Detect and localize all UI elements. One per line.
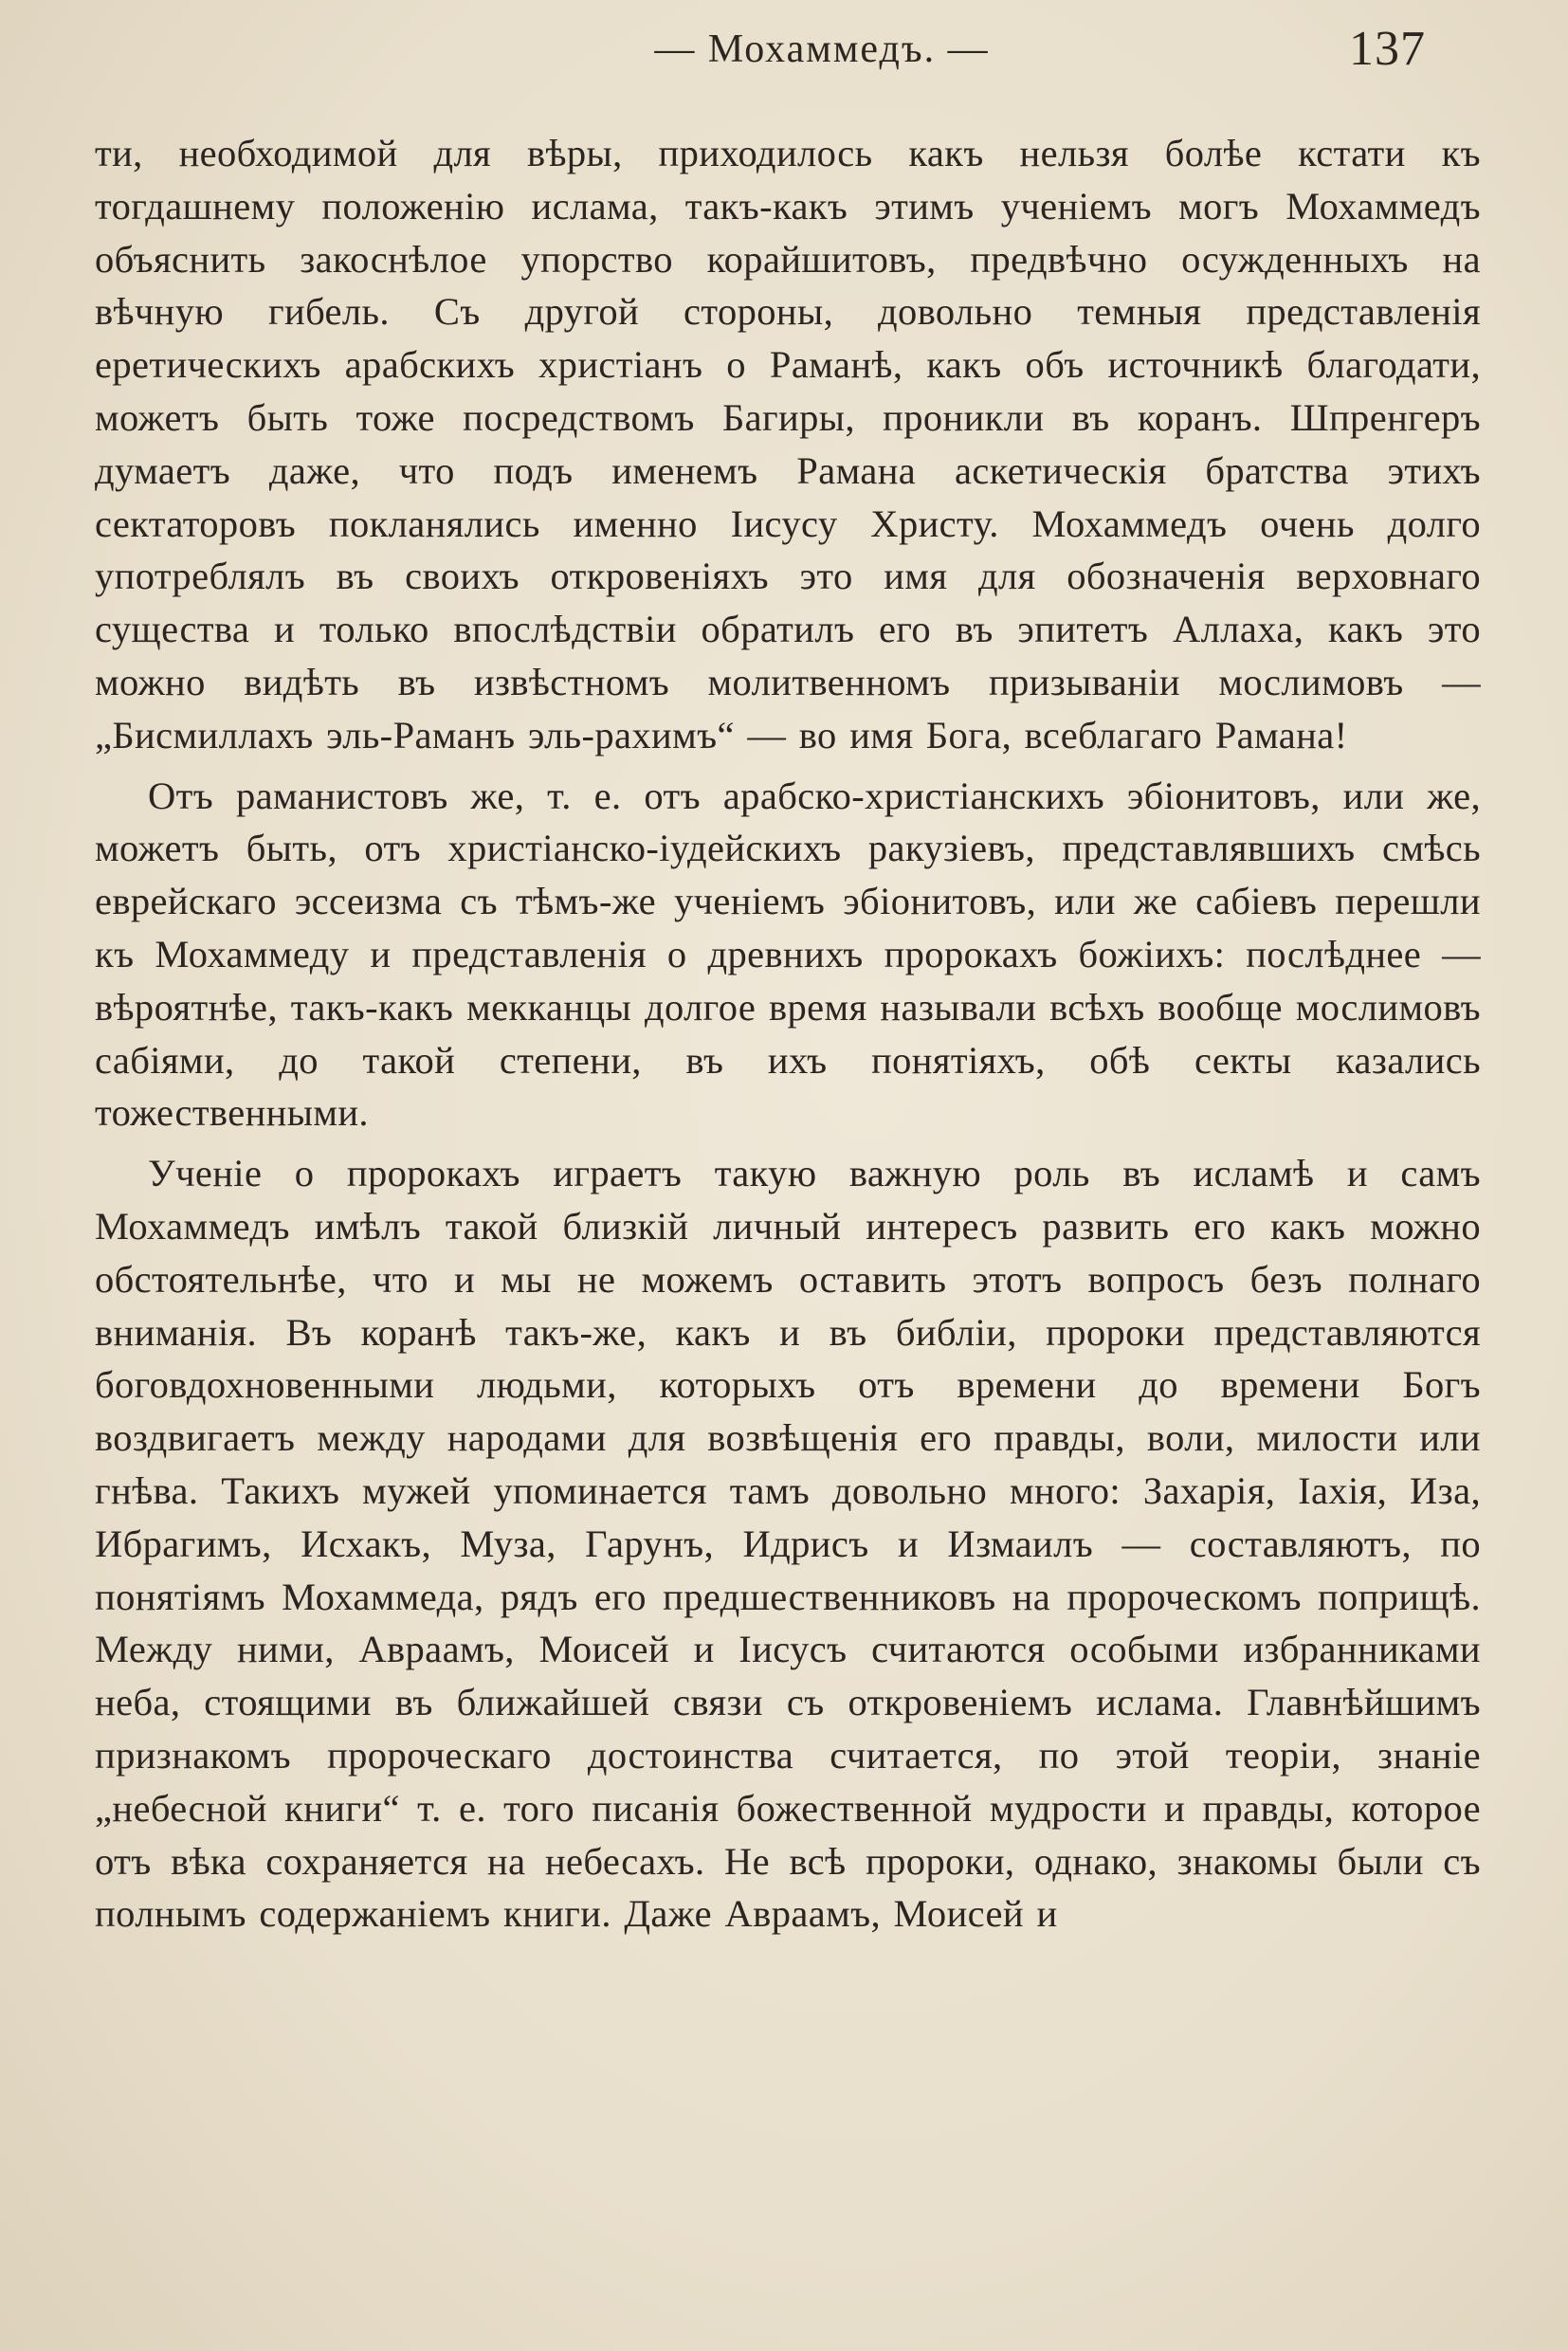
paragraph-continued: ти, необходимой для вѣры, приходилось какъ нельзя болѣе кстати къ тогдашнему положенію ислама, такъ-какъ этимъ ученіемъ могъ Мохаммедъ объяснить закоснѣлое упорство корайшитовъ, предвѣчно осужденныхъ на вѣчную гибель. Съ другой стороны, довольно темныя представленія еретическихъ арабскихъ христіанъ о Раманѣ, какъ объ источникѣ благодати, можетъ быть тоже посредствомъ Багиры, проникли въ коранъ. Шпренгеръ думаетъ даже, что подъ именемъ Рамана аскетическія братства этихъ сектаторовъ покланялись именно Іисусу Христу. Мохаммедъ очень долго употреблялъ въ своихъ откровеніяхъ это имя для обозначенія верховнаго существа и только впослѣдствіи обратилъ его въ эпитетъ Аллаха, какъ это можно видѣть въ извѣстномъ молитвенномъ призываніи мослимовъ — „Бисмиллахъ эль-Раманъ эль-рахимъ“ — во имя Бога, всеблагаго Рамана! bbox=[95, 132, 1481, 756]
paragraph-prophets: Ученіе о пророкахъ играетъ такую важную роль въ исламѣ и самъ Мохаммедъ имѣлъ такой близкій личный интересъ развить его какъ можно обстоятельнѣе, что и мы не можемъ оставить этотъ вопросъ безъ полнаго вниманія. Въ коранѣ такъ-же, какъ и въ библіи, пророки представляются боговдохновенными людьми, которыхъ отъ времени до времени Богъ воздвигаетъ между народами для возвѣщенія его правды, воли, милости или гнѣва. Такихъ мужей упоминается тамъ довольно много: Захарія, Іахія, Иза, Ибрагимъ, Исхакъ, Муза, Гарунъ, Идрисъ и Измаилъ — составляютъ, по понятіямъ Мохаммеда, рядъ его предшественниковъ на пророческомъ поприщѣ. Между ними, Авраамъ, Моисей и Іисусъ считаются особыми избранниками неба, стоящими въ ближайшей связи съ откровеніемъ ислама. Главнѣйшимъ признакомъ пророческаго достоинства считается, по этой теоріи, знаніе „небесной книги“ т. е. того писанія божественной мудрости и правды, которое отъ вѣка сохраняется на небесахъ. Не всѣ пророки, однако, знакомы были съ полнымъ содержаніемъ книги. Даже Авраамъ, Моисей и bbox=[95, 1152, 1481, 1936]
running-head: — Мохаммедъ. — bbox=[654, 27, 990, 71]
paragraph-ramanists: Отъ раманистовъ же, т. е. отъ арабско-христіанскихъ эбіонитовъ, или же, можетъ быть, отъ христіанско-іудейскихъ ракузіевъ, представлявшихъ смѣсь еврейскаго эссеизма съ тѣмъ-же ученіемъ эбіонитовъ, или же сабіевъ перешли къ Мохаммеду и представленія о древнихъ пророкахъ божіихъ: послѣднее — вѣроятнѣе, такъ-какъ мекканцы долгое время называли всѣхъ вообще мослимовъ сабіями, до такой степени, въ ихъ понятіяхъ, обѣ секты казались тожественными. bbox=[95, 774, 1481, 1135]
page-number: 137 bbox=[1349, 22, 1426, 76]
body-text bbox=[95, 127, 1481, 1948]
page-header bbox=[95, 21, 1426, 87]
